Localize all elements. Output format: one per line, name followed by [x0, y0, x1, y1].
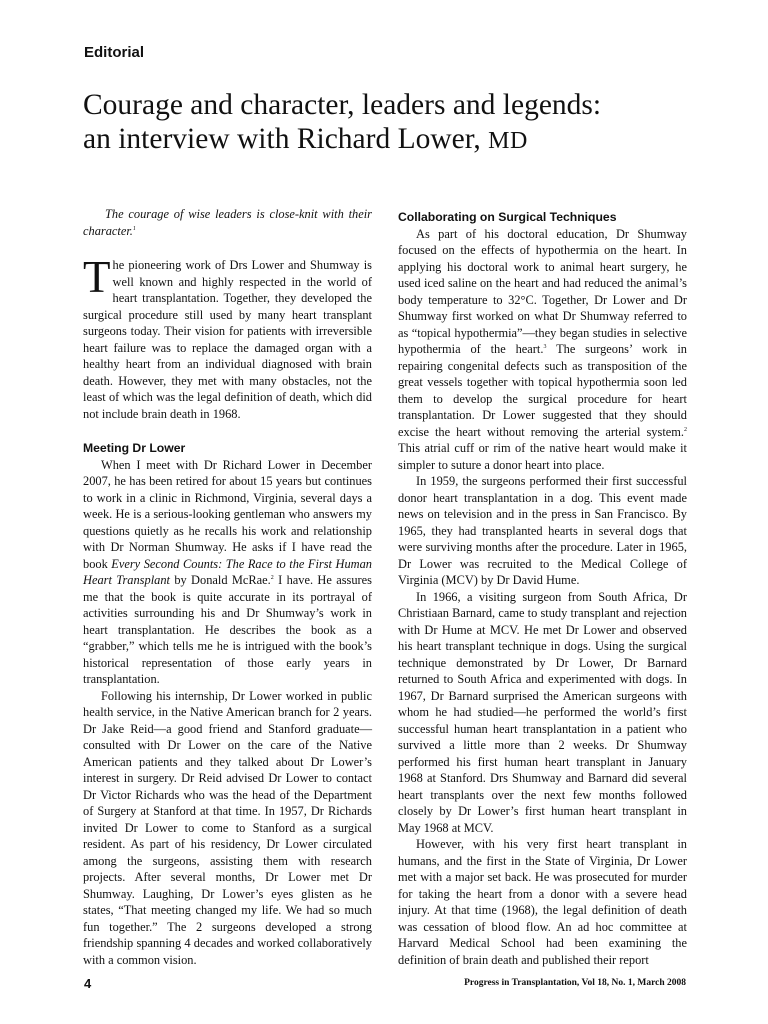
citation-ref: 2 [684, 426, 687, 433]
citation-ref: 2 [270, 574, 274, 581]
intro-text: he pioneering work of Drs Lower and Shumway is well known and highly respected in the world of heart transplantation. Together, they developed the surgical procedure still used by many heart transplant surgeons today. Their vision for patients with irreversible heart failure was to replace the damaged organ with a healthy heart from an individual diagnosed with brain death. However, they met with many obstacles, not the least of which was the legal definition of death, which did not include brain death in 1968. [83, 258, 372, 421]
collab-p1-a: As part of his doctoral education, Dr Shumway focused on the effects of hypothermia on the heart. In applying his doctoral work to animal heart surgery, he used iced saline on the heart and had reduced the animal’s body temperature to 32°C. Together, Dr Lower and Dr Shumway first worked on what Dr Shumway referred to as “topical hypothermia”—they began studies in selective hypothermia of the heart. [398, 226, 687, 356]
epigraph-text: The courage of wise leaders is close-knit with their character. [83, 207, 372, 238]
epigraph-ref: 1 [132, 225, 136, 232]
title-degree: MD [488, 128, 528, 154]
meeting-paragraph-1 [83, 457, 372, 688]
collab-paragraph-3: In 1966, a visiting surgeon from South Africa, Dr Christiaan Barnard, came to study transplant and rejection with Dr Hume at MCV. He met Dr Lower and observed his heart transplant technique in dogs. Using the surgical technique demonstrated by Dr Lower, Dr Barnard returned to South Africa and experimented with dogs. In 1967, Dr Barnard surprised the American surgeons with whom he had studied—he performed the world’s first successful human heart transplantation in a patient who survived a little more than 2 weeks. Dr Shumway performed his first human heart transplant in January 1968 at Stanford. Drs Shumway and Barnard did several heart transplants over the next few months followed closely by Dr Lower’s first human heart transplant in May 1968 at MCV. [398, 589, 687, 835]
epigraph [83, 206, 372, 239]
page-number: 4 [84, 976, 92, 991]
right-column [398, 209, 687, 968]
meeting-p1-a: When I meet with Dr Richard Lower in December 2007, he has been retired for about 15 years but continues to work in a clinic in Richmond, Virginia, several days a week. He is a serious-looking gentleman who answers my questions quietly as he recalls his work and relationship with Dr Norman Shumway. He asks if I have read the book [83, 457, 372, 571]
collab-p1-b: The surgeons’ work in repairing congenital defects such as transposition of the great vessels together with topical hypothermia soon led them to develop the surgical procedure for heart transplantation. Dr Lower suggested that they should excise the heart without removing the arterial system. [398, 342, 687, 439]
collab-paragraph-2: In 1959, the surgeons performed their first successful donor heart transplantation in a dog. This event made news on television and in the press in San Francisco. By 1965, they had transplanted hearts in several dogs that were surviving months after the procedure. Later in 1965, Dr Lower was recruited to the Medical College of Virginia (MCV) by Dr David Hume. [398, 474, 687, 587]
article-title [83, 88, 703, 158]
drop-cap: T [83, 252, 111, 302]
meeting-p1-b: by Donald McRae. [169, 573, 271, 587]
book-title: Every Second Counts: The Race to the First Human Heart Transplant [83, 556, 372, 587]
section-label: Editorial [84, 44, 145, 61]
meeting-paragraph-2: Following his internship, Dr Lower worked in public health service, in the Native American branch for 2 years. Dr Jake Reid—a good friend and Stanford graduate—consulted with Dr Lower on the care of the Native American patients and they talked about Dr Lower’s interest in surgery. Dr Reid advised Dr Lower to contact Dr Victor Richards who was the head of the Department of Surgery at Stanford at that time. In 1957, Dr Richards invited Dr Lower to come to Stanford as a surgical resident. As part of his residency, Dr Lower circulated among the surgeons, assisting them with research projects. After several months, Dr Lower met Dr Shumway. Laughing, Dr Lower’s eyes glisten as he states, “That meeting changed my life. We had so much fun together.” The 2 surgeons developed a strong friendship spanning 4 decades and worked collaboratively with a common vision. [83, 688, 372, 967]
heading-meeting: Meeting Dr Lower [83, 441, 186, 455]
collab-paragraph-4: However, with his very first heart transplant in humans, and the first in the State of Virginia, Dr Lower met with a major set back. He was prosecuted for murder for taking the heart from a donor with a severe head injury. At that time (1968), the legal definition of death was cessation of blood flow. An ad hoc committee at Harvard Medical School had been examining the definition of brain death and published their report [398, 837, 687, 967]
heading-collaborating: Collaborating on Surgical Techniques [398, 210, 617, 224]
journal-citation: Progress in Transplantation, Vol 18, No. 1, March 2008 [464, 978, 686, 988]
left-column [83, 206, 372, 968]
collab-p1-c: This atrial cuff or rim of the native heart would make it simpler to suture a donor heart into place. [398, 441, 687, 472]
meeting-p1-c: I have. He assures me that the book is quite accurate in its portrayal of activities surrounding his and Dr Shumway’s work in heart transplantation. He describes the book as a “grabber,” which tells me he is intrigued with the book’s historical representation of those early years in transplantation. [83, 573, 372, 686]
title-line-1: Courage and character, leaders and legends: [83, 89, 602, 121]
citation-ref: 3 [543, 343, 547, 350]
collab-paragraph-1 [398, 226, 687, 474]
title-line-2: an interview with Richard Lower, [83, 123, 489, 155]
intro-paragraph [83, 252, 372, 422]
